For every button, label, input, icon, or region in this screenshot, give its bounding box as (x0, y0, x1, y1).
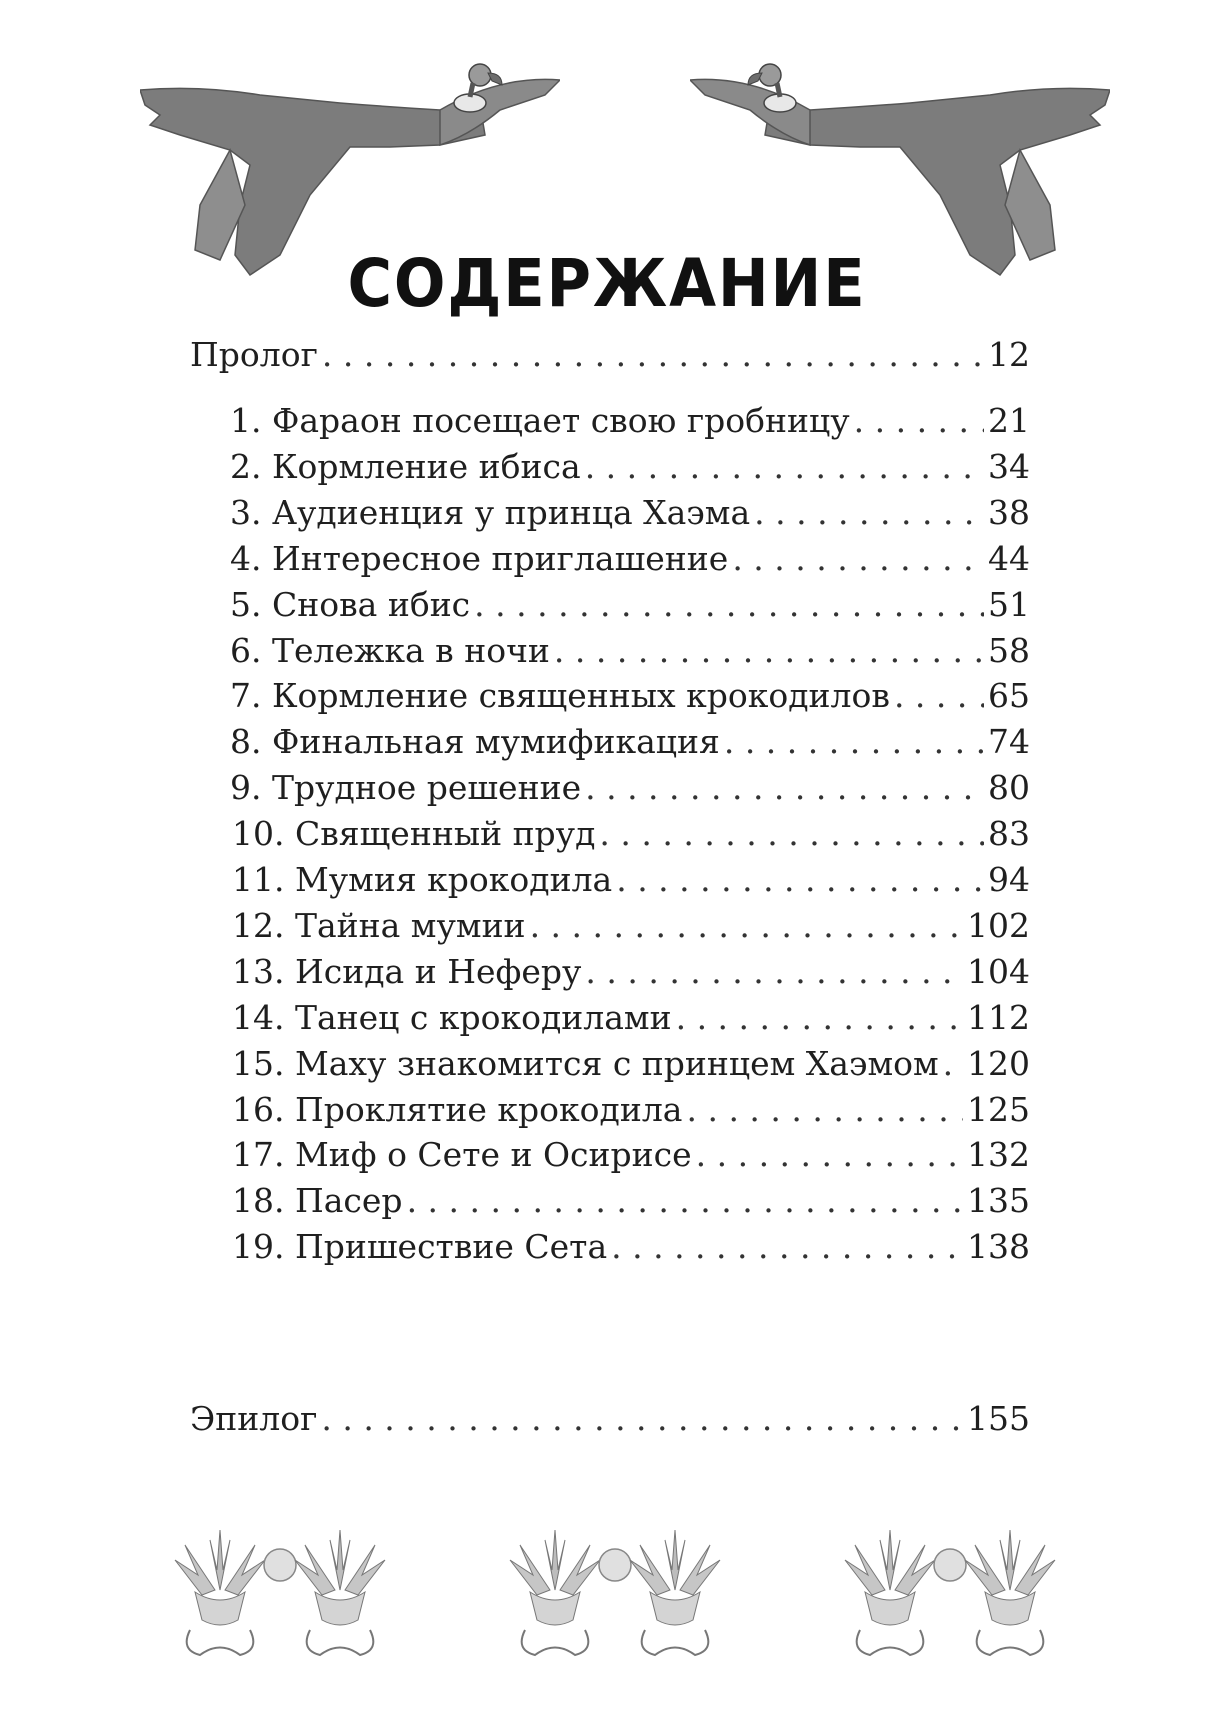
toc-entry-epilogue[interactable] (190, 1396, 1030, 1442)
toc-entry-chapter-9[interactable] (230, 765, 1030, 811)
toc-entry-label: 18. Пасер (232, 1181, 403, 1220)
toc-entry-label: 13. Исида и Неферу (232, 952, 582, 991)
dot-leader (616, 857, 984, 903)
toc-entry-chapter-15[interactable] (232, 1041, 1030, 1087)
toc-entry-page: 44 (988, 539, 1030, 578)
toc-entry-prologue[interactable] (190, 332, 1030, 378)
toc-entry-chapter-18[interactable] (232, 1178, 1030, 1224)
toc-entry-page: 80 (988, 768, 1030, 807)
toc-entry-label: 15. Маху знакомится с принцем Хаэмом (232, 1044, 939, 1083)
dot-leader (696, 1132, 963, 1178)
toc-entry-chapter-5[interactable] (230, 582, 1030, 628)
dot-leader (599, 811, 984, 857)
toc-entry-page: 58 (988, 631, 1030, 670)
toc-entry-page: 104 (967, 952, 1030, 991)
toc-entry-page: 102 (967, 906, 1030, 945)
dot-leader (585, 444, 984, 490)
toc-entry-page: 125 (967, 1090, 1030, 1129)
toc-entry-label: 9. Трудное решение (230, 768, 582, 807)
toc-entry-label: 12. Тайна мумии (232, 906, 526, 945)
dot-leader (585, 949, 963, 995)
toc-entry-label: 17. Миф о Сете и Осирисе (232, 1135, 692, 1174)
toc-entry-label: 7. Кормление священных крокодилов (230, 676, 890, 715)
toc-entry-label: 1. Фараон посещает свою гробницу (230, 401, 850, 440)
toc-entry-chapter-4[interactable] (230, 536, 1030, 582)
toc-entry-page: 38 (988, 493, 1030, 532)
toc-entry-chapter-11[interactable] (232, 857, 1030, 903)
toc-entry-page: 65 (988, 676, 1030, 715)
toc-entry-page: 120 (967, 1044, 1030, 1083)
toc-entry-chapter-7[interactable] (230, 673, 1030, 719)
dot-leader (554, 628, 984, 674)
dot-leader (321, 1396, 963, 1442)
toc-entry-label: 3. Аудиенция у принца Хаэма (230, 493, 751, 532)
toc-entry-chapter-14[interactable] (232, 995, 1030, 1041)
toc-entry-page: 155 (967, 1399, 1030, 1438)
toc-entry-page: 138 (967, 1227, 1030, 1266)
toc-entry-chapter-8[interactable] (230, 719, 1030, 765)
dot-leader (732, 536, 984, 582)
toc-entry-chapter-17[interactable] (232, 1132, 1030, 1178)
dot-leader (943, 1041, 963, 1087)
toc-entry-chapter-1[interactable] (230, 398, 1030, 444)
toc-entry-label: 11. Мумия крокодила (232, 860, 613, 899)
toc-entry-page: 21 (988, 401, 1030, 440)
toc-entry-page: 34 (988, 447, 1030, 486)
dot-leader (724, 719, 984, 765)
toc-entry-label: 19. Пришествие Сета (232, 1227, 608, 1266)
toc-entry-label: 2. Кормление ибиса (230, 447, 581, 486)
toc-entry-chapter-2[interactable] (230, 444, 1030, 490)
dot-leader (686, 1087, 963, 1133)
dot-leader (585, 765, 984, 811)
dot-leader (676, 995, 963, 1041)
toc-entry-label: 14. Танец с крокодилами (232, 998, 672, 1037)
toc-entry-label: 5. Снова ибис (230, 585, 471, 624)
dot-leader (530, 903, 963, 949)
dot-leader (322, 332, 984, 378)
toc-entry-page: 132 (967, 1135, 1030, 1174)
toc-entry-page: 83 (988, 814, 1030, 853)
toc-entry-page: 51 (988, 585, 1030, 624)
toc-entry-chapter-16[interactable] (232, 1087, 1030, 1133)
toc-entry-chapter-13[interactable] (232, 949, 1030, 995)
lotus-sun-ornament-icon (150, 1520, 1080, 1670)
toc-entry-label: 10. Священный пруд (232, 814, 596, 853)
toc-entry-label: 16. Проклятие крокодила (232, 1090, 683, 1129)
toc-entry-chapter-19[interactable] (232, 1224, 1030, 1270)
toc-entry-label: Пролог (190, 335, 318, 374)
dot-leader (474, 582, 984, 628)
dot-leader (894, 673, 984, 719)
toc-entry-label: 8. Финальная мумификация (230, 722, 720, 761)
toc-entry-page: 135 (967, 1181, 1030, 1220)
toc-entry-chapter-10[interactable] (232, 811, 1030, 857)
dot-leader (611, 1224, 963, 1270)
page-title: СОДЕРЖАНИЕ (347, 245, 867, 322)
dot-leader (854, 398, 984, 444)
toc-entry-page: 112 (967, 998, 1030, 1037)
toc-entry-label: Эпилог (190, 1399, 318, 1438)
toc-entry-page: 74 (988, 722, 1030, 761)
dot-leader (407, 1178, 963, 1224)
toc-entry-page: 12 (988, 335, 1030, 374)
toc-entry-chapter-6[interactable] (230, 628, 1030, 674)
toc-entry-chapter-3[interactable] (230, 490, 1030, 536)
toc-entry-page: 94 (988, 860, 1030, 899)
toc-entry-label: 6. Тележка в ночи (230, 631, 550, 670)
toc-entry-label: 4. Интересное приглашение (230, 539, 729, 578)
toc-entry-chapter-12[interactable] (232, 903, 1030, 949)
dot-leader (754, 490, 984, 536)
